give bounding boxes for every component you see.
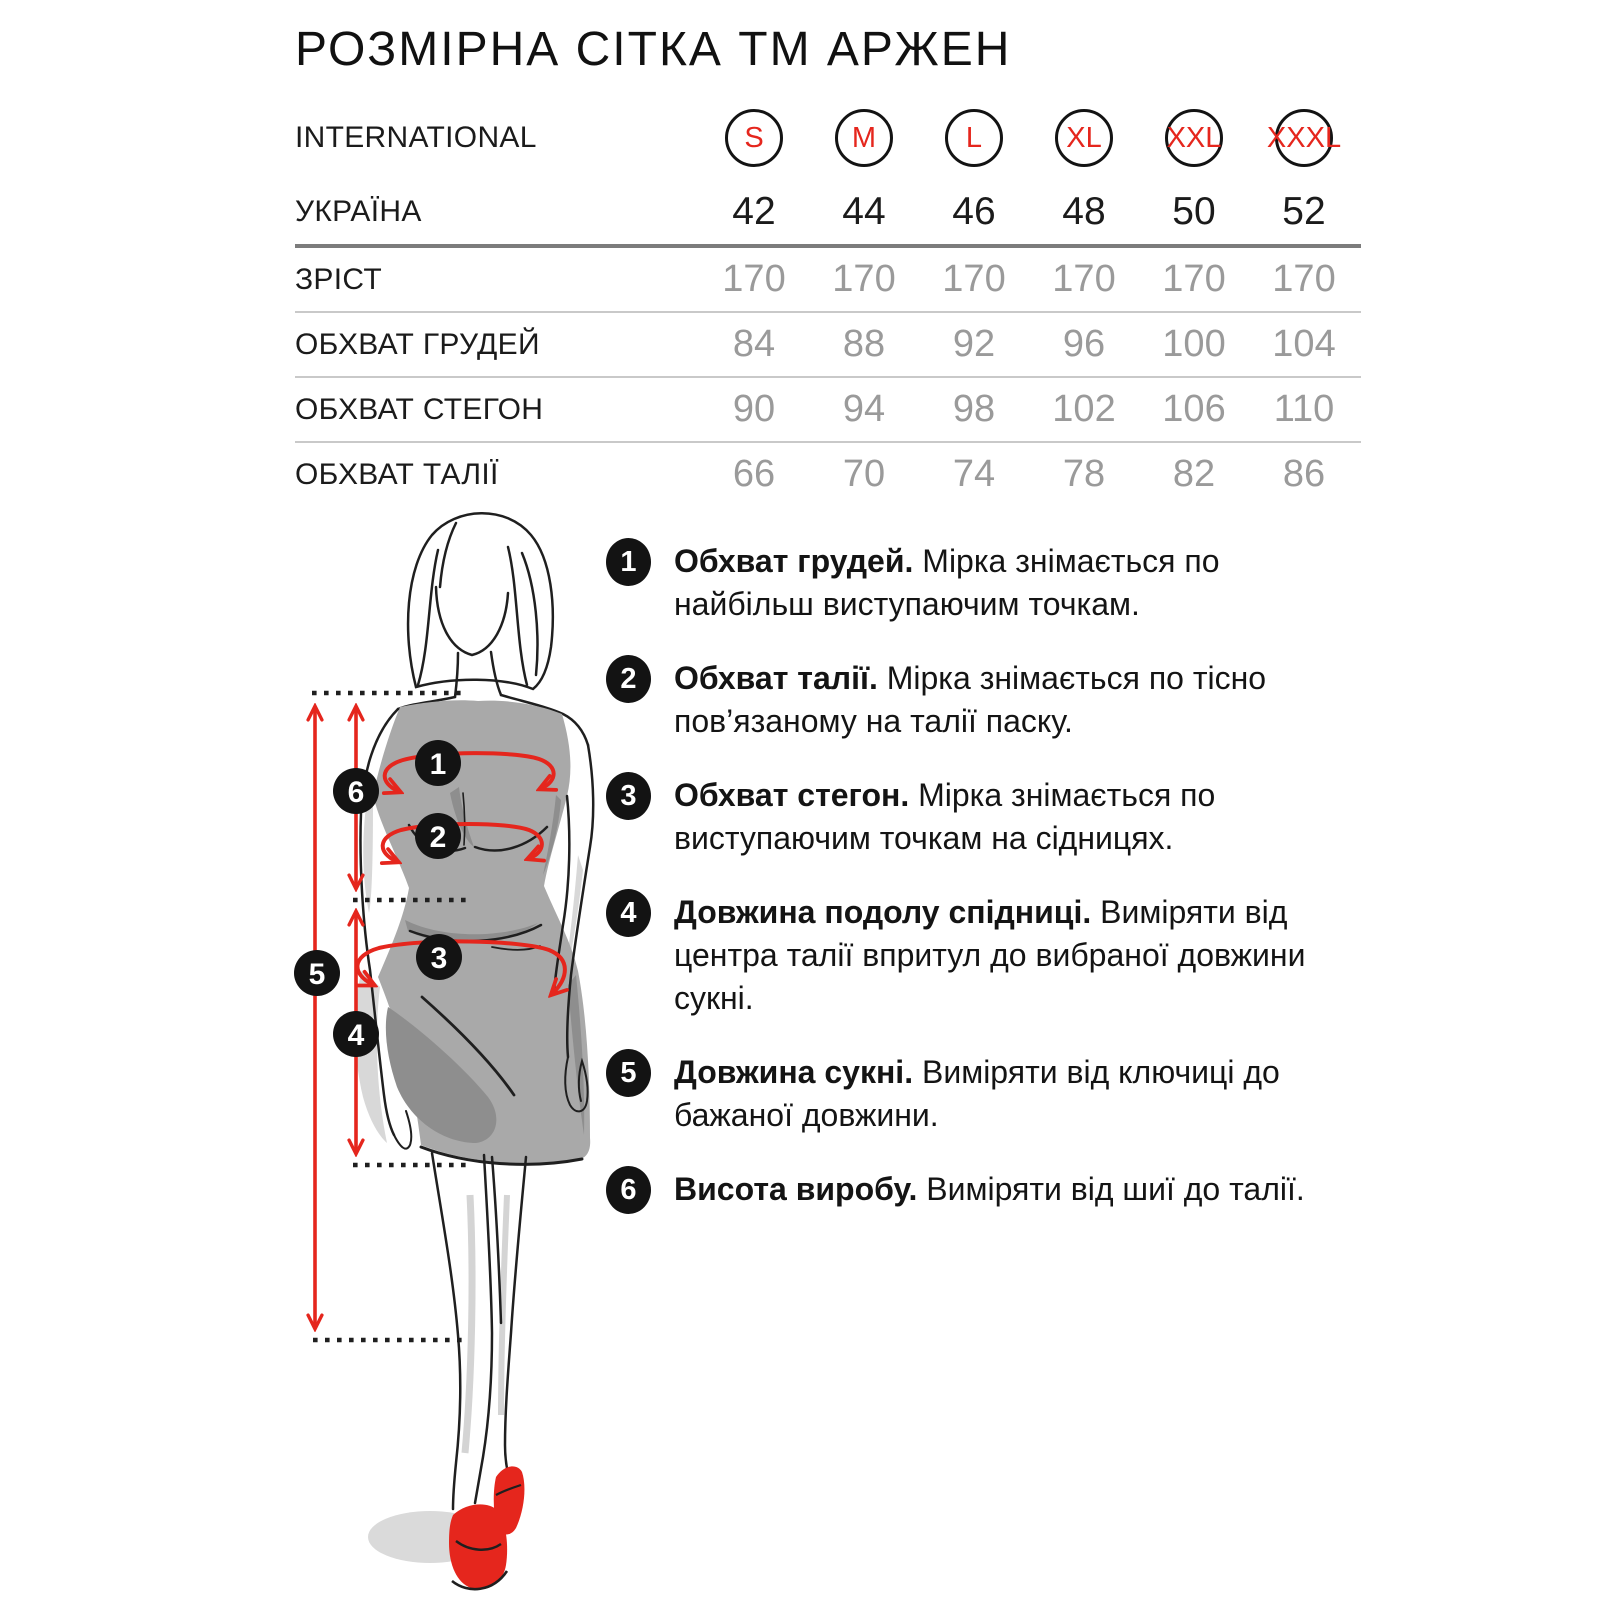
legend-item-number: 3 xyxy=(606,772,651,820)
table-row-hips xyxy=(295,376,1361,441)
measure-cell: 78 xyxy=(1062,453,1106,495)
measure-cell: 170 xyxy=(1272,258,1336,300)
figure-badge xyxy=(333,768,379,814)
page-title: РОЗМІРНА СІТКА ТМ АРЖЕН xyxy=(295,23,1012,76)
legend-item-number: 1 xyxy=(606,538,651,586)
row-label: ОБХВАТ ГРУДЕЙ xyxy=(295,327,540,361)
legend-item xyxy=(606,540,1330,626)
measure-cell: 106 xyxy=(1162,388,1226,430)
table-row-chest xyxy=(295,311,1361,376)
measure-cell: 110 xyxy=(1273,388,1335,430)
measure-cell: 98 xyxy=(952,388,996,430)
size-circle: S xyxy=(725,109,783,167)
legend-item-number: 6 xyxy=(606,1166,651,1214)
measure-cell: 88 xyxy=(842,323,886,365)
table-row-ukraine xyxy=(295,180,1361,244)
size-cell: 48 xyxy=(1062,190,1106,233)
leg-shading xyxy=(465,1195,472,1453)
table-row-international xyxy=(295,96,1361,180)
legend-item-number: 5 xyxy=(606,1049,651,1097)
measure-cell: 70 xyxy=(842,453,886,495)
measure-cell: 170 xyxy=(832,258,896,300)
measure-cell: 82 xyxy=(1172,453,1216,495)
legend-item-number: 4 xyxy=(606,889,651,937)
size-cell xyxy=(919,109,1029,167)
legend-item xyxy=(606,657,1330,743)
measure-cell: 86 xyxy=(1282,453,1326,495)
measurement-figure xyxy=(260,495,660,1600)
left-hand xyxy=(394,1111,411,1149)
size-cell: 52 xyxy=(1282,190,1326,233)
svg-text:4: 4 xyxy=(347,1019,365,1052)
legend-item-text: Обхват грудей. Мірка знімається по найбільш виступаючим точкам. xyxy=(674,543,1220,622)
size-cell xyxy=(809,109,919,167)
legend-item xyxy=(606,774,1330,860)
figure-legs xyxy=(432,1153,526,1509)
measure-cell: 104 xyxy=(1272,323,1336,365)
size-cell: 42 xyxy=(732,190,776,233)
legend-item xyxy=(606,891,1330,1020)
measure-cell: 100 xyxy=(1162,323,1226,365)
measure-cell: 94 xyxy=(842,388,886,430)
size-cell xyxy=(1029,109,1139,167)
measure-cell: 74 xyxy=(952,453,996,495)
size-circle: XL xyxy=(1055,109,1113,167)
figure-badge xyxy=(416,934,462,980)
figure-badge xyxy=(415,813,461,859)
svg-text:2: 2 xyxy=(429,821,447,854)
measure-cell: 90 xyxy=(732,388,776,430)
size-circle: XXXL xyxy=(1275,109,1333,167)
legend-item xyxy=(606,1168,1330,1214)
measure-cell: 102 xyxy=(1052,388,1116,430)
legend-item-text: Висота виробу. Виміряти від шиї до талії. xyxy=(674,1171,1305,1207)
legend-item-text: Обхват талії. Мірка знімається по тісно пов’язаному на талії паску. xyxy=(674,660,1267,739)
row-label: ОБХВАТ СТЕГОН xyxy=(295,392,544,426)
figure-badge xyxy=(294,950,340,996)
legend-item-text: Довжина подолу спідниці. Виміряти від центра талії впритул до вибраної довжини сукні. xyxy=(674,894,1306,1016)
row-label: УКРАЇНА xyxy=(295,195,422,228)
row-label: ОБХВАТ ТАЛІЇ xyxy=(295,457,499,491)
legend-item xyxy=(606,1051,1330,1137)
measure-cell: 170 xyxy=(942,258,1006,300)
measure-cell: 170 xyxy=(1162,258,1226,300)
size-circle: L xyxy=(945,109,1003,167)
size-cell xyxy=(1139,109,1249,167)
legend-item-text: Обхват стегон. Мірка знімається по виступаючим точкам на сідницях. xyxy=(674,777,1216,856)
row-label: INTERNATIONAL xyxy=(295,121,537,154)
figure-badge xyxy=(333,1011,379,1057)
measure-cell: 170 xyxy=(722,258,786,300)
size-cell xyxy=(1249,109,1359,167)
measure-cell: 170 xyxy=(1052,258,1116,300)
measure-cell: 92 xyxy=(952,323,996,365)
leg-shading xyxy=(501,1195,507,1415)
measure-cell: 84 xyxy=(732,323,776,365)
svg-text:1: 1 xyxy=(429,748,447,781)
measure-cell: 66 xyxy=(732,453,776,495)
figure-badge xyxy=(415,740,461,786)
svg-text:3: 3 xyxy=(430,942,448,975)
legend-item-text: Довжина сукні. Виміряти від ключиці до бажаної довжини. xyxy=(674,1054,1280,1133)
size-circle: XXL xyxy=(1165,109,1223,167)
size-table xyxy=(295,96,1361,506)
size-cell xyxy=(699,109,809,167)
measure-cell: 96 xyxy=(1062,323,1106,365)
legend-item-number: 2 xyxy=(606,655,651,703)
table-row-height xyxy=(295,244,1361,311)
size-cell: 50 xyxy=(1172,190,1216,233)
measurement-legend xyxy=(606,540,1330,1214)
red-shoes xyxy=(449,1466,524,1589)
row-label: ЗРІСТ xyxy=(295,262,382,296)
size-circle: M xyxy=(835,109,893,167)
svg-text:5: 5 xyxy=(308,958,326,991)
size-cell: 44 xyxy=(842,190,886,233)
size-cell: 46 xyxy=(952,190,996,233)
svg-text:6: 6 xyxy=(347,776,365,809)
